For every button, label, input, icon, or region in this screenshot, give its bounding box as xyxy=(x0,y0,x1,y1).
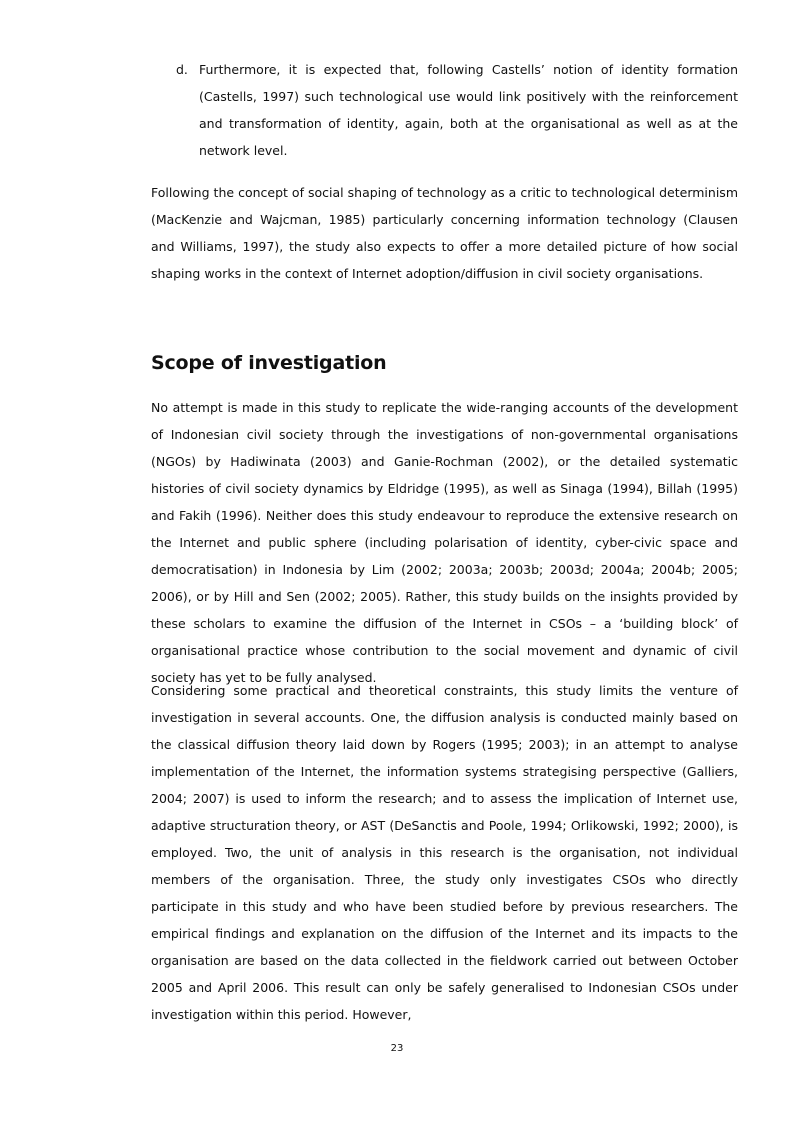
page-number: 23 xyxy=(390,1043,404,1054)
list-item-text: Furthermore, it is expected that, following Castells’ notion of identity formation (Castells, 1997) such technological use would link positively with the reinforcement and transformation of identity, again, both at the organisational as well as at the network level. xyxy=(199,62,738,158)
intro-paragraph: Following the concept of social shaping of technology as a critic to technological determinism (MacKenzie and Wajcman, 1985) particularly concerning information technology (Clausen and Williams, 1997), the study also expects to offer a more detailed picture of how social shaping works in the context of Internet adoption/diffusion in civil society organisations. xyxy=(151,185,738,281)
scope-paragraph-1: No attempt is made in this study to replicate the wide-ranging accounts of the development of Indonesian civil society through the investigations of non-governmental organisations (NGOs) by Hadiwinata (2003) and Ganie-Rochman (2002), or the detailed systematic histories of civil society dynamics by Eldridge (1995), as well as Sinaga (1994), Billah (1995) and Fakih (1996). Neither does this study endeavour to reproduce the extensive research on the Internet and public sphere (including polarisation of identity, cyber-civic space and democratisation) in Indonesia by Lim (2002; 2003a; 2003b; 2003d; 2004a; 2004b; 2005; 2006), or by Hill and Sen (2002; 2005). Rather, this study builds on the insights provided by these scholars to examine the diffusion of the Internet in CSOs – a ‘building block’ of organisational practice whose contribution to the social movement and dynamic of civil society has yet to be fully analysed. xyxy=(151,400,738,685)
list-marker: d. xyxy=(176,62,188,77)
scope-paragraph-2: Considering some practical and theoretical constraints, this study limits the venture of investigation in several accounts. One, the diffusion analysis is conducted mainly based on the classical diffusion theory laid down by Rogers (1995; 2003); in an attempt to analyse implementation of the Internet, the information systems strategising perspective (Galliers, 2004; 2007) is used to inform the research; and to assess the implication of Internet use, adaptive structuration theory, or AST (DeSanctis and Poole, 1994; Orlikowski, 1992; 2000), is employed. Two, the unit of analysis in this research is the organisation, not individual members of the organisation. Three, the study only investigates CSOs who directly participate in this study and who have been studied before by previous researchers. The empirical findings and explanation on the diffusion of the Internet and its impacts to the organisation are based on the data collected in the fieldwork carried out between October 2005 and April 2006. This result can only be safely generalised to Indonesian CSOs under investigation within this period. However, xyxy=(151,683,738,1022)
list-item-d xyxy=(176,56,738,164)
section-heading: Scope of investigation xyxy=(151,352,387,374)
